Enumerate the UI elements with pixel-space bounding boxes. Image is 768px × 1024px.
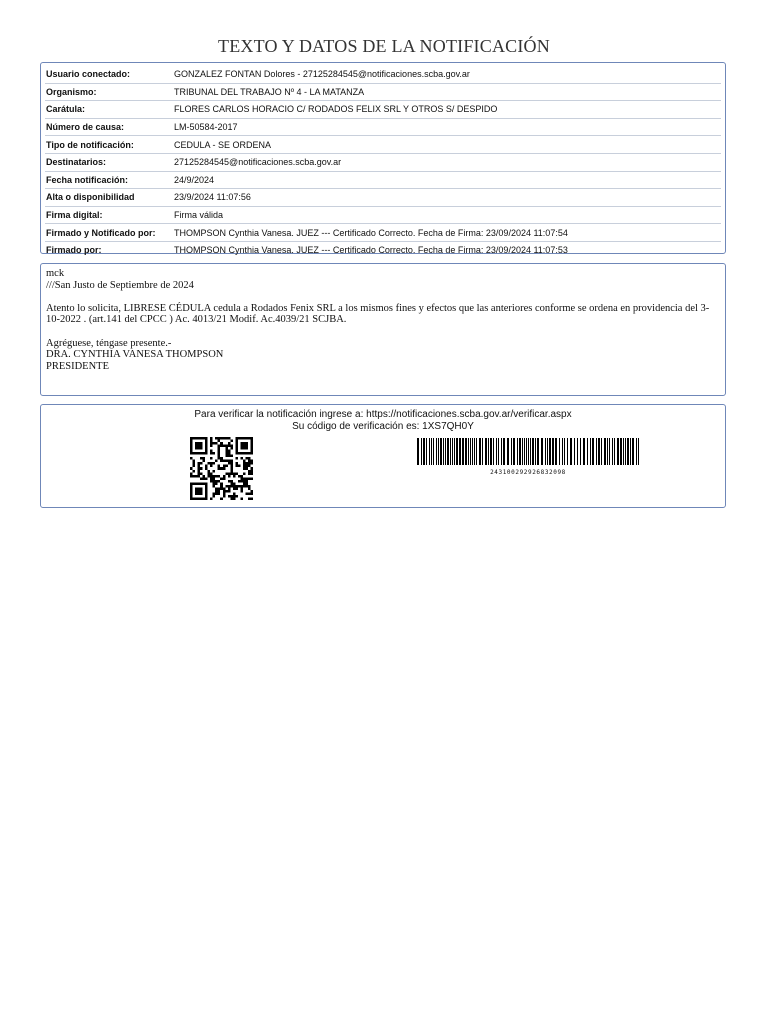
info-label: Alta o disponibilidad — [45, 189, 173, 207]
info-value: CEDULA - SE ORDENA — [173, 136, 721, 154]
qr-code-icon — [190, 437, 253, 500]
verify-code-line: Su código de verificación es: 1XS7QH0Y — [292, 421, 474, 432]
page-title: TEXTO Y DATOS DE LA NOTIFICACIÓN — [218, 36, 550, 56]
info-value: TRIBUNAL DEL TRABAJO Nº 4 - LA MATANZA — [173, 83, 721, 101]
barcode-number: 243100292926832098 — [490, 469, 566, 476]
barcode-icon — [417, 438, 639, 465]
info-value: 27125284545@notificaciones.scba.gov.ar — [173, 153, 721, 171]
info-value: LM-50584-2017 — [173, 118, 721, 136]
body-initials: mck — [46, 268, 65, 279]
qr-modules — [190, 437, 253, 500]
barcode-block — [417, 438, 639, 476]
info-label: Fecha notificación: — [45, 171, 173, 189]
notification-info-box — [40, 62, 726, 254]
info-label: Organismo: — [45, 83, 173, 101]
info-value: GONZALEZ FONTAN Dolores - 27125284545@notificaciones.scba.gov.ar — [173, 66, 721, 83]
info-label: Usuario conectado: — [45, 66, 173, 83]
body-role: PRESIDENTE — [46, 360, 109, 372]
body-date-line: ///San Justo de Septiembre de 2024 — [46, 279, 194, 291]
info-label: Número de causa: — [45, 118, 173, 136]
info-row-usuario — [45, 66, 721, 83]
notification-info-table — [45, 66, 721, 259]
info-label: Destinatarios: — [45, 153, 173, 171]
info-row-numero-causa — [45, 118, 721, 136]
info-value: FLORES CARLOS HORACIO C/ RODADOS FELIX SRL Y OTROS S/ DESPIDO — [173, 101, 721, 119]
body-paragraph: Atento lo solicita, LIBRESE CÉDULA cedula a Rodados Fenix SRL a los mismos fines y efectos que las anteriores conforme se ordena en providencia del 3-10-2022 . (art.141 del CPCC ) Ac. 4013/21 Modif. Ac.4039/21 SCJBA. — [46, 302, 710, 326]
verification-box — [40, 404, 726, 508]
info-row-firma-digital — [45, 206, 721, 224]
barcode-bars — [417, 438, 639, 465]
info-row-caratula — [45, 101, 721, 119]
info-value: Firma válida — [173, 206, 721, 224]
info-row-destinatarios — [45, 153, 721, 171]
info-label: Firma digital: — [45, 206, 173, 224]
info-label: Tipo de notificación: — [45, 136, 173, 154]
body-signer: DRA. CYNTHIA VANESA THOMPSON — [46, 349, 224, 361]
info-label: Carátula: — [45, 101, 173, 119]
info-row-alta — [45, 189, 721, 207]
body-closing: Agréguese, téngase presente.- — [46, 337, 172, 349]
info-row-tipo — [45, 136, 721, 154]
notification-body-box — [40, 263, 726, 396]
info-value: 24/9/2024 — [173, 171, 721, 189]
info-row-organismo — [45, 83, 721, 101]
info-value: THOMPSON Cynthia Vanesa. JUEZ --- Certificado Correcto. Fecha de Firma: 23/09/2024 11:07:54 — [173, 224, 721, 242]
info-row-firmado-por — [45, 241, 721, 258]
info-row-fecha — [45, 171, 721, 189]
info-label: Firmado y Notificado por: — [45, 224, 173, 242]
info-value: THOMPSON Cynthia Vanesa. JUEZ --- Certificado Correcto. Fecha de Firma: 23/09/2024 11:07:53 — [174, 245, 568, 256]
verify-url-line: Para verificar la notificación ingrese a: https://notificaciones.scba.gov.ar/verificar.aspx — [194, 409, 572, 420]
info-label: Firmado por: — [46, 245, 102, 256]
info-row-firmado-notificado — [45, 224, 721, 242]
info-value: 23/9/2024 11:07:56 — [173, 189, 721, 207]
